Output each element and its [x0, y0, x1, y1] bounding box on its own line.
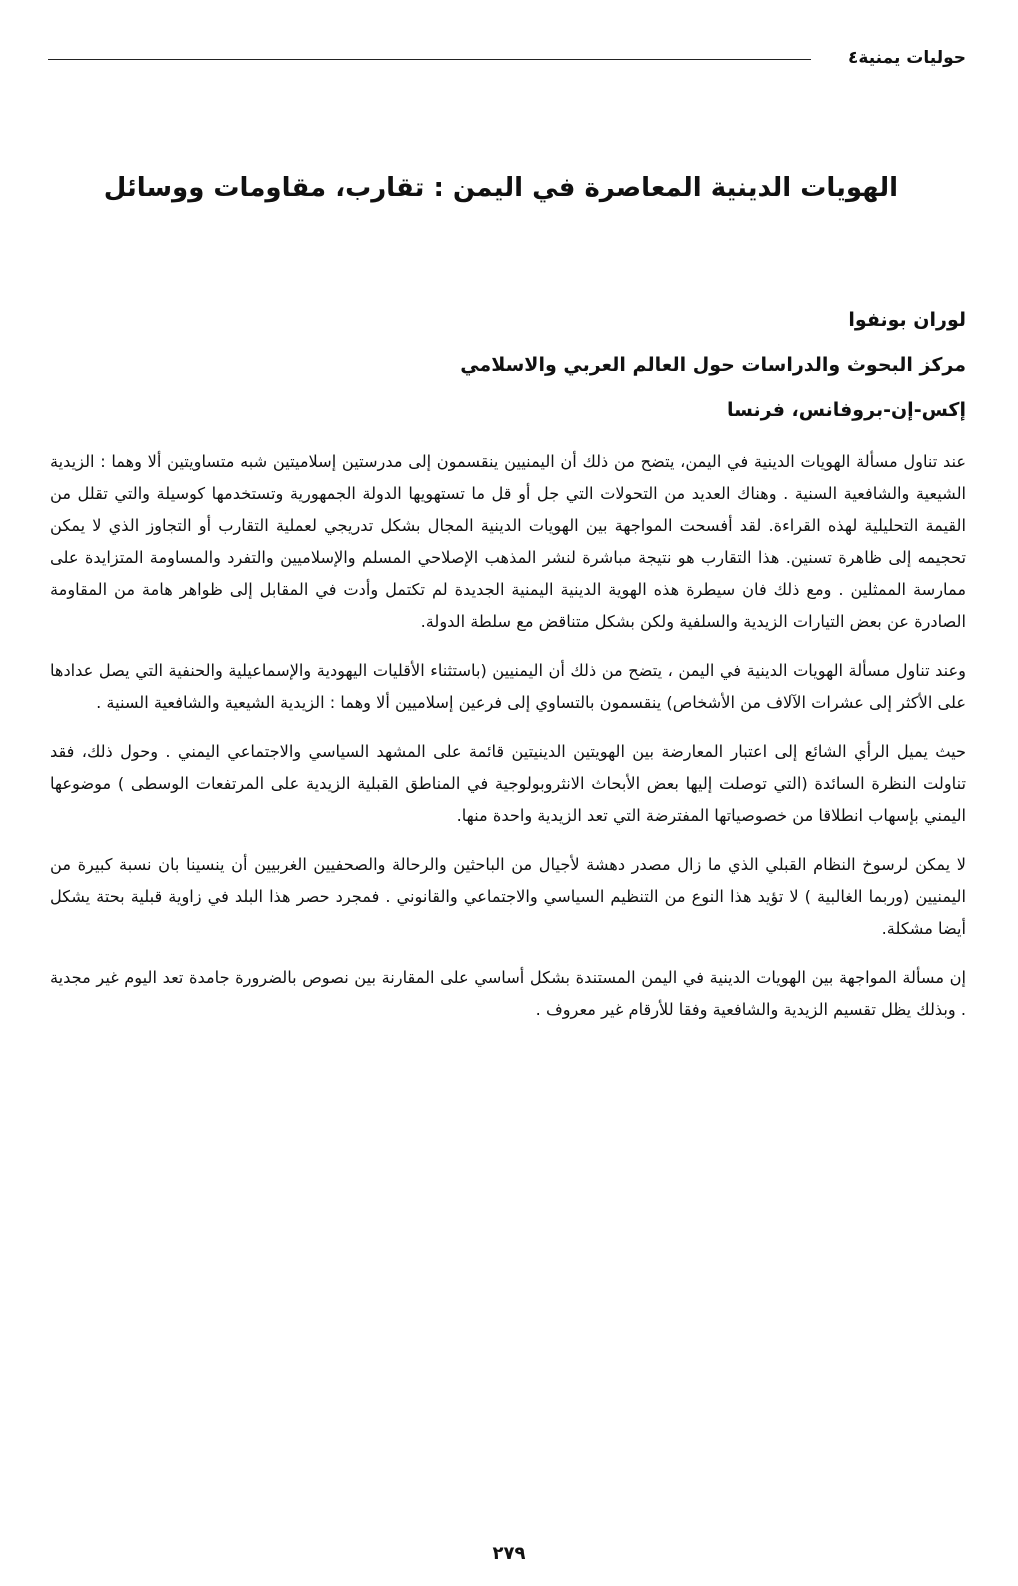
paragraph-3: حيث يميل الرأي الشائع إلى اعتبار المعارضة بين الهويتين الدينيتين قائمة على المشهد السياسي والاجتماعي اليمني . وحول ذلك، فقد تناولت النظرة السائدة (التي توصلت إليها بعض الأبحاث الانثروبولوجية في المناطق القبلية الزيدية على المرتفعات الوسطى ) موضوعها اليمني بإسهاب انطلاقا من خصوصياتها المفترضة التي تعد الزيدية واحدة منها.: [50, 742, 966, 825]
author-location: إكس-إن-بروفانس، فرنسا: [727, 399, 966, 421]
paragraph-4: لا يمكن لرسوخ النظام القبلي الذي ما زال مصدر دهشة لأجيال من الباحثين والرحالة والصحفيين الغربيين أن ينسينا بان نسبة كبيرة من اليمنيين (وربما الغالبية ) لا تؤيد هذا النوع من التنظيم السياسي والاجتماعي والقانوني . فمجرد حصر هذا البلد في زاوية قبلية بحتة يشكل أيضا مشكلة.: [50, 855, 966, 938]
running-header: [48, 40, 966, 76]
article-title: الهويات الدينية المعاصرة في اليمن : تقارب، مقاومات ووسائل: [103, 173, 898, 203]
article-body: [50, 446, 966, 1043]
page-number: ٢٧٩: [492, 1543, 526, 1564]
paragraph-5: إن مسألة المواجهة بين الهويات الدينية في اليمن المستندة بشكل أساسي على المقارنة بين نصوص بالضرورة جامدة تعد اليوم غير مجدية . وبذلك يظل تقسيم الزيدية والشافعية وفقا للأرقام غير معروف .: [50, 968, 966, 1019]
paragraph-1: عند تناول مسألة الهويات الدينية في اليمن، يتضح من ذلك أن اليمنيين ينقسمون إلى مدرستين إسلاميتين شبه متساويتين ألا وهما : الزيدية الشيعية والشافعية السنية . وهناك العديد من التحولات التي جل أو قل ما تستهويها الدولة الجمهورية وتستخدمها كوسيلة والتي تقلل من القيمة التحليلية لهذه القراءة. لقد أفسحت المواجهة بين الهويات الدينية المجال بشكل تدريجي لعملية التقارب أو التجاوز الذي لا يمكن تحجيمه إلى ظاهرة تسنين. هذا التقارب هو نتيجة مباشرة لنشر المذهب الإصلاحي المسلم والإسلاميين والتفرد والمساومة المتزايدة على ممارسة الممثلين . ومع ذلك فان سيطرة هذه الهوية الدينية اليمنية الجديدة لم تكتمل وأدت في المقابل إلى ظواهر هامة من المقاومة الصادرة عن بعض التيارات الزيدية والسلفية ولكن بشكل متناقض مع سلطة الدولة.: [50, 452, 966, 631]
author-name: لوران بونفوا: [848, 309, 966, 331]
author-block: [346, 298, 966, 433]
header-rule: [48, 59, 811, 60]
running-title: حوليات يمنية٤: [848, 48, 966, 68]
paragraph-2: وعند تناول مسألة الهويات الدينية في اليمن ، يتضح من ذلك أن اليمنيين (باستثناء الأقليات اليهودية والإسماعيلية والحنفية التي يصل عدادها على الأكثر إلى عشرات الآلاف من الأشخاص) ينقسمون بالتساوي إلى فرعين إسلاميين ألا وهما : الزيدية الشيعية والشافعية السنية .: [50, 661, 966, 712]
author-affiliation: مركز البحوث والدراسات حول العالم العربي والاسلامي: [460, 354, 966, 376]
